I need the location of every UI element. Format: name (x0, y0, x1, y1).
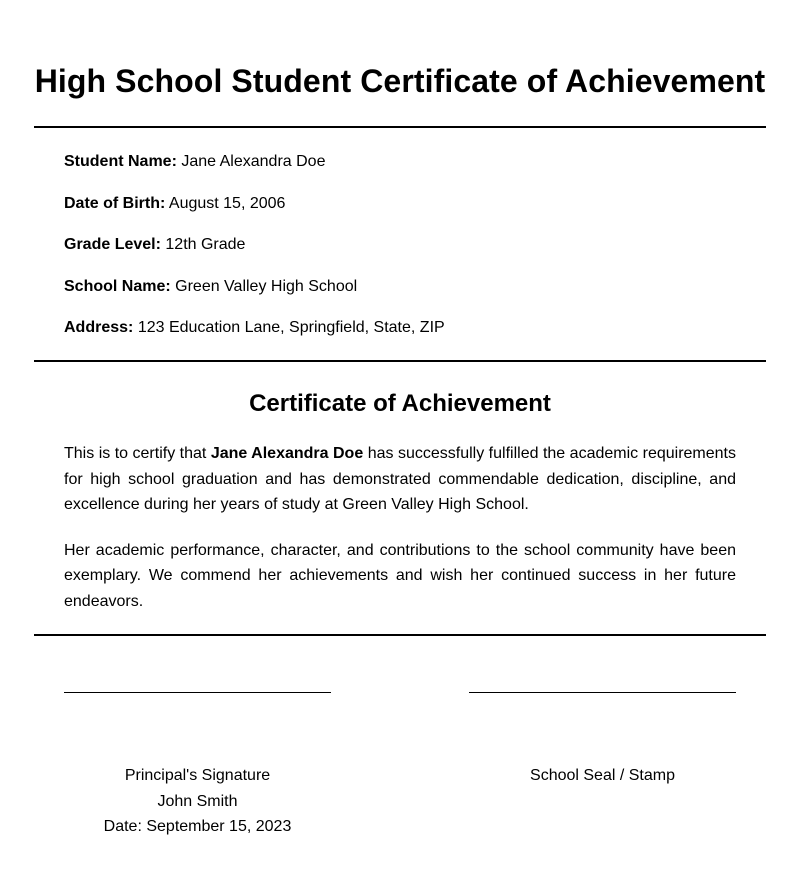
principal-signature-block (64, 636, 331, 840)
school-seal-caption: School Seal / Stamp (530, 767, 675, 784)
certification-prefix: This is to certify that (64, 445, 211, 462)
school-seal-caption-group (469, 763, 736, 789)
school-name-value: Green Valley High School (175, 277, 358, 295)
divider-middle (34, 360, 766, 362)
commendation-paragraph: Her academic performance, character, and contributions to the school community have been exemplary. We commend her achievements and wish her continued success in her future endeavors. (64, 541, 736, 610)
student-info-section (34, 152, 766, 338)
address-value: 123 Education Lane, Springfield, State, ZIP (137, 319, 445, 336)
certification-paragraph (64, 441, 736, 518)
date-of-birth-row (64, 194, 736, 214)
certificate-heading: Certificate of Achievement (249, 390, 551, 417)
divider-top (34, 126, 766, 128)
signature-date: Date: September 15, 2023 (103, 818, 292, 835)
school-name-row (64, 277, 736, 297)
date-of-birth-label: Date of Birth: (64, 194, 166, 212)
school-seal-line (469, 692, 736, 693)
student-name-value: Jane Alexandra Doe (181, 153, 326, 170)
certification-suffix: has successfully fulfilled the academic requirements for high school graduation and has demonstrated commendable dedication, discipline, and excellence during her years of study at Green Valley High School. (64, 445, 736, 513)
grade-level-value: 12th Grade (165, 236, 246, 253)
address-label: Address: (64, 319, 134, 336)
page-title: High School Student Certificate of Achievement (34, 63, 766, 99)
address-row (64, 318, 736, 338)
student-name-label: Student Name: (64, 153, 177, 170)
certificate-body (34, 441, 766, 614)
school-name-label: School Name: (64, 277, 171, 295)
grade-level-label: Grade Level: (64, 236, 161, 253)
signature-section (34, 636, 766, 866)
principal-signature-line (64, 692, 331, 693)
principal-signature-caption: Principal's Signature (124, 767, 271, 784)
grade-level-row (64, 235, 736, 255)
principal-signature-caption-group (64, 763, 331, 840)
school-seal-block (469, 636, 736, 789)
certified-student-name: Jane Alexandra Doe (210, 445, 364, 462)
student-name-row (64, 152, 736, 172)
principal-name: John Smith (157, 792, 238, 810)
date-of-birth-value: August 15, 2006 (168, 194, 286, 212)
